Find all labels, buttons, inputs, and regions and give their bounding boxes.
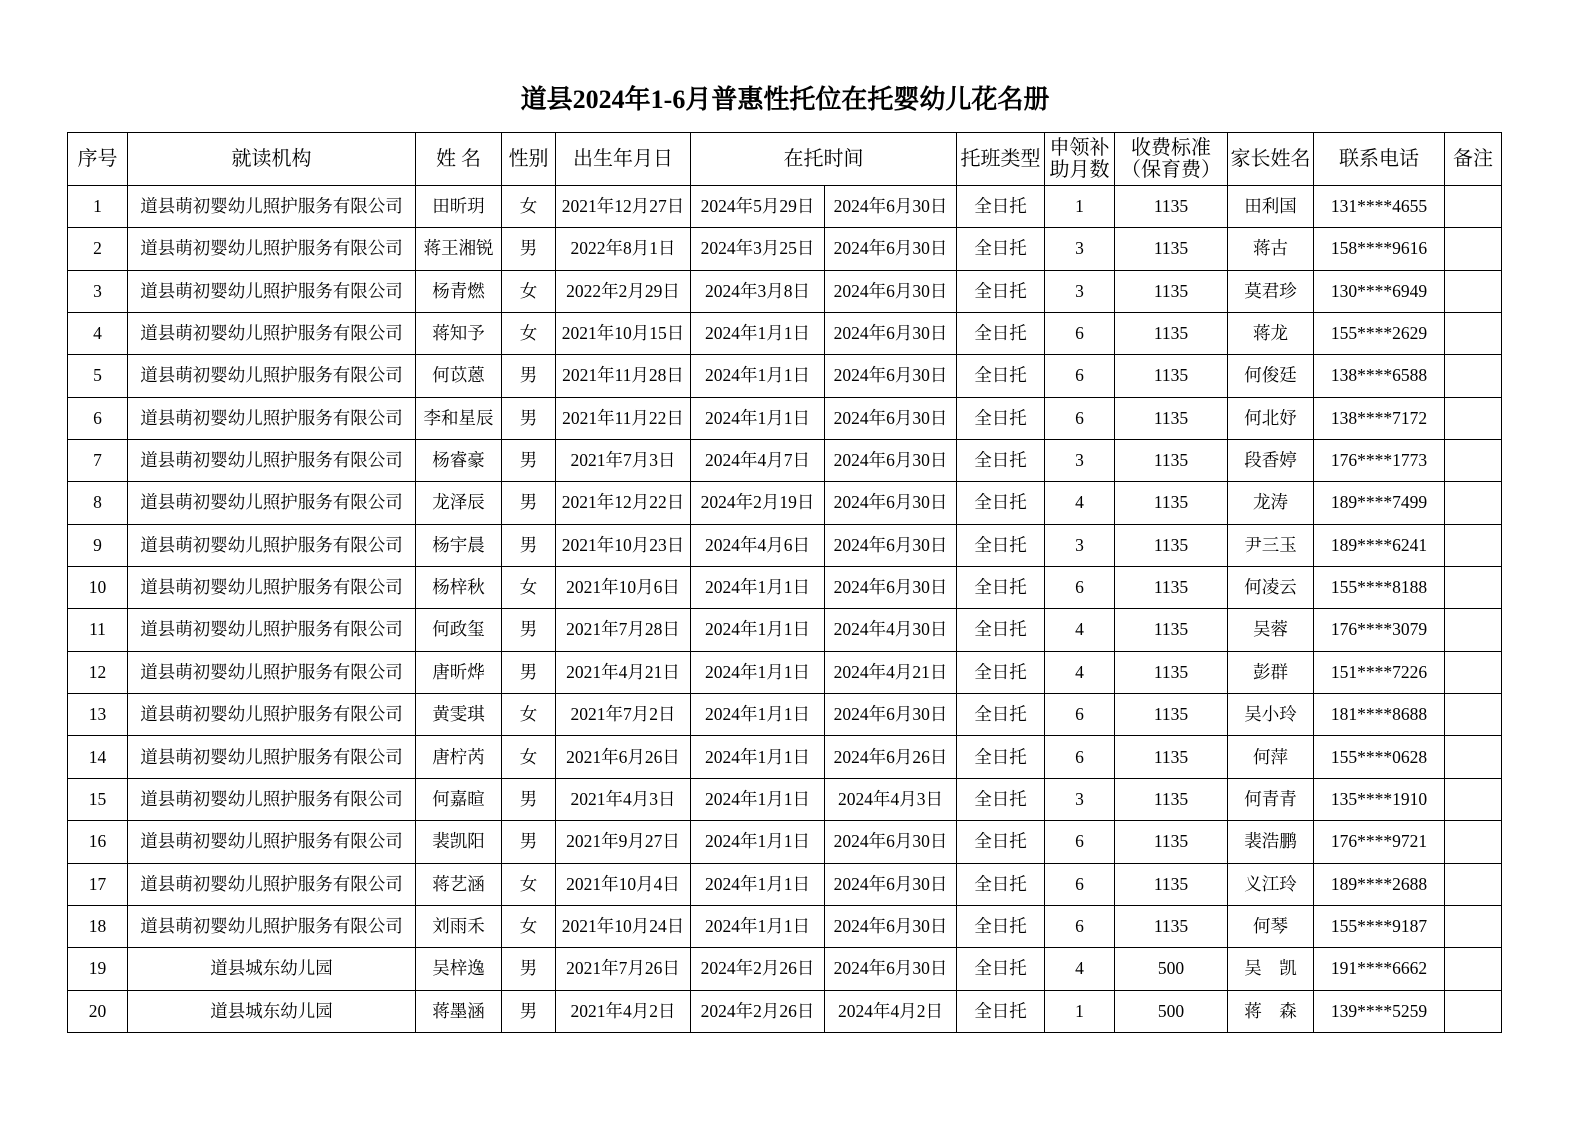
cell-institution: 道县萌初婴幼儿照护服务有限公司	[128, 567, 416, 609]
cell-phone: 139****5259	[1314, 990, 1445, 1032]
cell-institution: 道县萌初婴幼儿照护服务有限公司	[128, 313, 416, 355]
cell-start: 2024年4月7日	[691, 440, 825, 482]
cell-fee: 1135	[1115, 355, 1228, 397]
header-row	[68, 133, 1502, 186]
cell-institution: 道县萌初婴幼儿照护服务有限公司	[128, 736, 416, 778]
roster-body	[68, 186, 1502, 1033]
cell-no: 2	[68, 228, 128, 270]
cell-gender: 男	[502, 524, 556, 566]
header-parent: 家长姓名	[1228, 133, 1314, 186]
cell-parent: 段香婷	[1228, 440, 1314, 482]
cell-start: 2024年3月25日	[691, 228, 825, 270]
cell-institution: 道县萌初婴幼儿照护服务有限公司	[128, 355, 416, 397]
table-row	[68, 905, 1502, 947]
cell-type: 全日托	[957, 990, 1045, 1032]
cell-birth: 2021年4月3日	[556, 778, 691, 820]
cell-fee: 500	[1115, 990, 1228, 1032]
cell-months: 6	[1045, 397, 1115, 439]
cell-months: 4	[1045, 482, 1115, 524]
cell-institution: 道县萌初婴幼儿照护服务有限公司	[128, 524, 416, 566]
cell-phone: 181****8688	[1314, 694, 1445, 736]
cell-end: 2024年6月30日	[825, 228, 957, 270]
cell-fee: 1135	[1115, 313, 1228, 355]
cell-name: 蒋墨涵	[416, 990, 502, 1032]
cell-note	[1445, 186, 1502, 228]
header-institution: 就读机构	[128, 133, 416, 186]
cell-note	[1445, 821, 1502, 863]
cell-no: 10	[68, 567, 128, 609]
cell-end: 2024年4月30日	[825, 609, 957, 651]
cell-fee: 1135	[1115, 228, 1228, 270]
cell-note	[1445, 270, 1502, 312]
cell-end: 2024年6月30日	[825, 270, 957, 312]
cell-no: 15	[68, 778, 128, 820]
header-no: 序号	[68, 133, 128, 186]
header-months-label: 申领补助月数	[1049, 136, 1110, 181]
cell-type: 全日托	[957, 905, 1045, 947]
cell-type: 全日托	[957, 778, 1045, 820]
cell-phone: 176****3079	[1314, 609, 1445, 651]
cell-start: 2024年1月1日	[691, 821, 825, 863]
cell-parent: 莫君珍	[1228, 270, 1314, 312]
cell-fee: 1135	[1115, 863, 1228, 905]
cell-birth: 2021年10月23日	[556, 524, 691, 566]
cell-birth: 2022年2月29日	[556, 270, 691, 312]
cell-parent: 彭群	[1228, 651, 1314, 693]
cell-no: 12	[68, 651, 128, 693]
cell-start: 2024年1月1日	[691, 694, 825, 736]
cell-start: 2024年1月1日	[691, 863, 825, 905]
cell-no: 5	[68, 355, 128, 397]
header-name: 姓 名	[416, 133, 502, 186]
cell-phone: 155****9187	[1314, 905, 1445, 947]
cell-type: 全日托	[957, 482, 1045, 524]
header-birth: 出生年月日	[556, 133, 691, 186]
table-row	[68, 355, 1502, 397]
header-gender: 性别	[502, 133, 556, 186]
cell-phone: 189****2688	[1314, 863, 1445, 905]
cell-note	[1445, 736, 1502, 778]
cell-institution: 道县萌初婴幼儿照护服务有限公司	[128, 694, 416, 736]
cell-months: 1	[1045, 186, 1115, 228]
header-fee	[1115, 133, 1228, 186]
cell-institution: 道县萌初婴幼儿照护服务有限公司	[128, 228, 416, 270]
cell-birth: 2021年10月4日	[556, 863, 691, 905]
cell-gender: 男	[502, 397, 556, 439]
cell-months: 1	[1045, 990, 1115, 1032]
cell-no: 13	[68, 694, 128, 736]
cell-birth: 2021年10月15日	[556, 313, 691, 355]
cell-start: 2024年3月8日	[691, 270, 825, 312]
cell-parent: 何萍	[1228, 736, 1314, 778]
header-type: 托班类型	[957, 133, 1045, 186]
cell-months: 3	[1045, 778, 1115, 820]
cell-gender: 女	[502, 270, 556, 312]
cell-months: 6	[1045, 567, 1115, 609]
cell-phone: 138****6588	[1314, 355, 1445, 397]
cell-fee: 1135	[1115, 524, 1228, 566]
header-period: 在托时间	[691, 133, 957, 186]
cell-months: 6	[1045, 905, 1115, 947]
cell-start: 2024年1月1日	[691, 313, 825, 355]
cell-gender: 男	[502, 440, 556, 482]
cell-phone: 176****1773	[1314, 440, 1445, 482]
cell-parent: 田利国	[1228, 186, 1314, 228]
header-months	[1045, 133, 1115, 186]
cell-no: 18	[68, 905, 128, 947]
cell-no: 16	[68, 821, 128, 863]
cell-parent: 何凌云	[1228, 567, 1314, 609]
cell-fee: 1135	[1115, 186, 1228, 228]
cell-fee: 1135	[1115, 736, 1228, 778]
cell-end: 2024年6月30日	[825, 948, 957, 990]
cell-end: 2024年6月30日	[825, 440, 957, 482]
cell-no: 14	[68, 736, 128, 778]
cell-type: 全日托	[957, 948, 1045, 990]
cell-name: 蒋知予	[416, 313, 502, 355]
cell-phone: 151****7226	[1314, 651, 1445, 693]
cell-note	[1445, 948, 1502, 990]
cell-parent: 何俊廷	[1228, 355, 1314, 397]
cell-start: 2024年2月26日	[691, 990, 825, 1032]
cell-end: 2024年6月30日	[825, 863, 957, 905]
cell-fee: 1135	[1115, 778, 1228, 820]
table-row	[68, 990, 1502, 1032]
cell-months: 6	[1045, 313, 1115, 355]
cell-note	[1445, 609, 1502, 651]
cell-fee: 1135	[1115, 397, 1228, 439]
cell-fee: 500	[1115, 948, 1228, 990]
cell-birth: 2021年4月21日	[556, 651, 691, 693]
table-row	[68, 863, 1502, 905]
table-row	[68, 736, 1502, 778]
cell-end: 2024年4月2日	[825, 990, 957, 1032]
cell-birth: 2022年8月1日	[556, 228, 691, 270]
cell-note	[1445, 863, 1502, 905]
cell-no: 4	[68, 313, 128, 355]
cell-start: 2024年1月1日	[691, 397, 825, 439]
cell-gender: 女	[502, 313, 556, 355]
cell-name: 唐柠芮	[416, 736, 502, 778]
cell-note	[1445, 355, 1502, 397]
cell-name: 裴凯阳	[416, 821, 502, 863]
cell-end: 2024年6月30日	[825, 821, 957, 863]
cell-fee: 1135	[1115, 905, 1228, 947]
cell-start: 2024年1月1日	[691, 736, 825, 778]
table-row	[68, 482, 1502, 524]
cell-parent: 吴 凯	[1228, 948, 1314, 990]
cell-months: 4	[1045, 651, 1115, 693]
cell-phone: 158****9616	[1314, 228, 1445, 270]
cell-type: 全日托	[957, 651, 1045, 693]
cell-type: 全日托	[957, 228, 1045, 270]
cell-parent: 何琴	[1228, 905, 1314, 947]
cell-fee: 1135	[1115, 651, 1228, 693]
table-row	[68, 186, 1502, 228]
cell-parent: 尹三玉	[1228, 524, 1314, 566]
cell-birth: 2021年11月22日	[556, 397, 691, 439]
cell-fee: 1135	[1115, 821, 1228, 863]
cell-type: 全日托	[957, 440, 1045, 482]
cell-name: 田昕玥	[416, 186, 502, 228]
table-row	[68, 228, 1502, 270]
cell-note	[1445, 397, 1502, 439]
cell-note	[1445, 524, 1502, 566]
cell-birth: 2021年7月3日	[556, 440, 691, 482]
cell-gender: 男	[502, 228, 556, 270]
table-row	[68, 694, 1502, 736]
cell-gender: 男	[502, 651, 556, 693]
cell-gender: 男	[502, 778, 556, 820]
cell-note	[1445, 694, 1502, 736]
cell-phone: 155****0628	[1314, 736, 1445, 778]
cell-type: 全日托	[957, 609, 1045, 651]
cell-gender: 男	[502, 482, 556, 524]
cell-phone: 191****6662	[1314, 948, 1445, 990]
cell-birth: 2021年6月26日	[556, 736, 691, 778]
cell-gender: 男	[502, 609, 556, 651]
header-fee-label: 收费标准（保育费）	[1121, 136, 1221, 181]
cell-name: 何嘉暄	[416, 778, 502, 820]
cell-parent: 何青青	[1228, 778, 1314, 820]
cell-note	[1445, 990, 1502, 1032]
cell-gender: 男	[502, 355, 556, 397]
cell-end: 2024年6月30日	[825, 186, 957, 228]
cell-birth: 2021年4月2日	[556, 990, 691, 1032]
cell-start: 2024年1月1日	[691, 651, 825, 693]
cell-phone: 131****4655	[1314, 186, 1445, 228]
cell-end: 2024年6月30日	[825, 313, 957, 355]
cell-gender: 女	[502, 863, 556, 905]
cell-type: 全日托	[957, 567, 1045, 609]
cell-name: 蒋王湘锐	[416, 228, 502, 270]
cell-end: 2024年4月21日	[825, 651, 957, 693]
cell-gender: 男	[502, 821, 556, 863]
cell-gender: 女	[502, 736, 556, 778]
table-row	[68, 270, 1502, 312]
cell-institution: 道县萌初婴幼儿照护服务有限公司	[128, 863, 416, 905]
cell-type: 全日托	[957, 186, 1045, 228]
cell-fee: 1135	[1115, 567, 1228, 609]
table-row	[68, 313, 1502, 355]
cell-fee: 1135	[1115, 482, 1228, 524]
cell-months: 3	[1045, 228, 1115, 270]
cell-gender: 男	[502, 990, 556, 1032]
cell-name: 蒋艺涵	[416, 863, 502, 905]
cell-name: 龙泽辰	[416, 482, 502, 524]
cell-months: 3	[1045, 440, 1115, 482]
cell-institution: 道县萌初婴幼儿照护服务有限公司	[128, 651, 416, 693]
cell-end: 2024年6月30日	[825, 355, 957, 397]
cell-months: 3	[1045, 270, 1115, 312]
cell-months: 4	[1045, 609, 1115, 651]
cell-institution: 道县萌初婴幼儿照护服务有限公司	[128, 186, 416, 228]
cell-parent: 蒋古	[1228, 228, 1314, 270]
cell-no: 3	[68, 270, 128, 312]
cell-parent: 吴小玲	[1228, 694, 1314, 736]
cell-institution: 道县萌初婴幼儿照护服务有限公司	[128, 778, 416, 820]
table-row	[68, 440, 1502, 482]
cell-note	[1445, 440, 1502, 482]
cell-parent: 裴浩鹏	[1228, 821, 1314, 863]
cell-institution: 道县萌初婴幼儿照护服务有限公司	[128, 397, 416, 439]
cell-end: 2024年4月3日	[825, 778, 957, 820]
cell-name: 吴梓逸	[416, 948, 502, 990]
cell-parent: 蒋龙	[1228, 313, 1314, 355]
cell-note	[1445, 567, 1502, 609]
cell-institution: 道县萌初婴幼儿照护服务有限公司	[128, 905, 416, 947]
cell-name: 杨睿豪	[416, 440, 502, 482]
cell-name: 杨梓秋	[416, 567, 502, 609]
cell-birth: 2021年11月28日	[556, 355, 691, 397]
cell-note	[1445, 651, 1502, 693]
cell-parent: 何北妤	[1228, 397, 1314, 439]
cell-institution: 道县城东幼儿园	[128, 948, 416, 990]
cell-name: 何政玺	[416, 609, 502, 651]
cell-months: 4	[1045, 948, 1115, 990]
cell-parent: 蒋 森	[1228, 990, 1314, 1032]
cell-birth: 2021年10月6日	[556, 567, 691, 609]
cell-parent: 义江玲	[1228, 863, 1314, 905]
cell-end: 2024年6月30日	[825, 524, 957, 566]
cell-phone: 130****6949	[1314, 270, 1445, 312]
cell-no: 11	[68, 609, 128, 651]
cell-gender: 女	[502, 186, 556, 228]
cell-end: 2024年6月30日	[825, 905, 957, 947]
cell-gender: 男	[502, 948, 556, 990]
cell-institution: 道县萌初婴幼儿照护服务有限公司	[128, 270, 416, 312]
cell-start: 2024年4月6日	[691, 524, 825, 566]
cell-months: 6	[1045, 736, 1115, 778]
table-row	[68, 651, 1502, 693]
cell-months: 6	[1045, 694, 1115, 736]
cell-parent: 吴蓉	[1228, 609, 1314, 651]
cell-birth: 2021年7月2日	[556, 694, 691, 736]
cell-type: 全日托	[957, 736, 1045, 778]
table-row	[68, 778, 1502, 820]
cell-end: 2024年6月30日	[825, 482, 957, 524]
cell-start: 2024年1月1日	[691, 905, 825, 947]
table-row	[68, 397, 1502, 439]
cell-fee: 1135	[1115, 694, 1228, 736]
table-row	[68, 821, 1502, 863]
cell-end: 2024年6月30日	[825, 694, 957, 736]
cell-type: 全日托	[957, 524, 1045, 566]
cell-start: 2024年5月29日	[691, 186, 825, 228]
cell-phone: 155****8188	[1314, 567, 1445, 609]
table-row	[68, 948, 1502, 990]
header-phone: 联系电话	[1314, 133, 1445, 186]
cell-note	[1445, 313, 1502, 355]
cell-institution: 道县萌初婴幼儿照护服务有限公司	[128, 440, 416, 482]
cell-fee: 1135	[1115, 609, 1228, 651]
cell-type: 全日托	[957, 355, 1045, 397]
cell-no: 17	[68, 863, 128, 905]
cell-name: 李和星辰	[416, 397, 502, 439]
cell-no: 7	[68, 440, 128, 482]
cell-type: 全日托	[957, 694, 1045, 736]
cell-no: 1	[68, 186, 128, 228]
cell-type: 全日托	[957, 863, 1045, 905]
cell-no: 20	[68, 990, 128, 1032]
cell-months: 6	[1045, 863, 1115, 905]
cell-name: 杨宇晨	[416, 524, 502, 566]
cell-name: 何苡蒽	[416, 355, 502, 397]
cell-name: 杨青燃	[416, 270, 502, 312]
header-note: 备注	[1445, 133, 1502, 186]
cell-months: 6	[1045, 821, 1115, 863]
cell-phone: 138****7172	[1314, 397, 1445, 439]
cell-institution: 道县城东幼儿园	[128, 990, 416, 1032]
cell-phone: 189****7499	[1314, 482, 1445, 524]
cell-note	[1445, 482, 1502, 524]
table-row	[68, 567, 1502, 609]
cell-phone: 189****6241	[1314, 524, 1445, 566]
cell-type: 全日托	[957, 397, 1045, 439]
cell-name: 刘雨禾	[416, 905, 502, 947]
cell-end: 2024年6月30日	[825, 567, 957, 609]
cell-phone: 176****9721	[1314, 821, 1445, 863]
cell-type: 全日托	[957, 821, 1045, 863]
cell-gender: 女	[502, 905, 556, 947]
cell-institution: 道县萌初婴幼儿照护服务有限公司	[128, 821, 416, 863]
cell-end: 2024年6月30日	[825, 397, 957, 439]
cell-institution: 道县萌初婴幼儿照护服务有限公司	[128, 609, 416, 651]
cell-birth: 2021年9月27日	[556, 821, 691, 863]
cell-name: 唐昕烨	[416, 651, 502, 693]
page-title: 道县2024年1-6月普惠性托位在托婴幼儿花名册	[520, 85, 1050, 114]
cell-parent: 龙涛	[1228, 482, 1314, 524]
cell-start: 2024年1月1日	[691, 609, 825, 651]
cell-birth: 2021年7月26日	[556, 948, 691, 990]
cell-start: 2024年2月19日	[691, 482, 825, 524]
cell-type: 全日托	[957, 270, 1045, 312]
cell-start: 2024年1月1日	[691, 778, 825, 820]
cell-note	[1445, 778, 1502, 820]
cell-birth: 2021年10月24日	[556, 905, 691, 947]
cell-start: 2024年2月26日	[691, 948, 825, 990]
cell-fee: 1135	[1115, 270, 1228, 312]
cell-note	[1445, 228, 1502, 270]
cell-birth: 2021年12月27日	[556, 186, 691, 228]
cell-note	[1445, 905, 1502, 947]
roster-table	[67, 132, 1502, 1033]
cell-fee: 1135	[1115, 440, 1228, 482]
cell-gender: 女	[502, 694, 556, 736]
cell-birth: 2021年12月22日	[556, 482, 691, 524]
table-row	[68, 609, 1502, 651]
cell-months: 6	[1045, 355, 1115, 397]
cell-no: 19	[68, 948, 128, 990]
cell-no: 6	[68, 397, 128, 439]
cell-months: 3	[1045, 524, 1115, 566]
cell-gender: 女	[502, 567, 556, 609]
cell-start: 2024年1月1日	[691, 355, 825, 397]
cell-institution: 道县萌初婴幼儿照护服务有限公司	[128, 482, 416, 524]
cell-end: 2024年6月26日	[825, 736, 957, 778]
cell-start: 2024年1月1日	[691, 567, 825, 609]
cell-name: 黄雯琪	[416, 694, 502, 736]
cell-no: 9	[68, 524, 128, 566]
cell-no: 8	[68, 482, 128, 524]
table-row	[68, 524, 1502, 566]
cell-phone: 135****1910	[1314, 778, 1445, 820]
cell-phone: 155****2629	[1314, 313, 1445, 355]
cell-type: 全日托	[957, 313, 1045, 355]
cell-birth: 2021年7月28日	[556, 609, 691, 651]
